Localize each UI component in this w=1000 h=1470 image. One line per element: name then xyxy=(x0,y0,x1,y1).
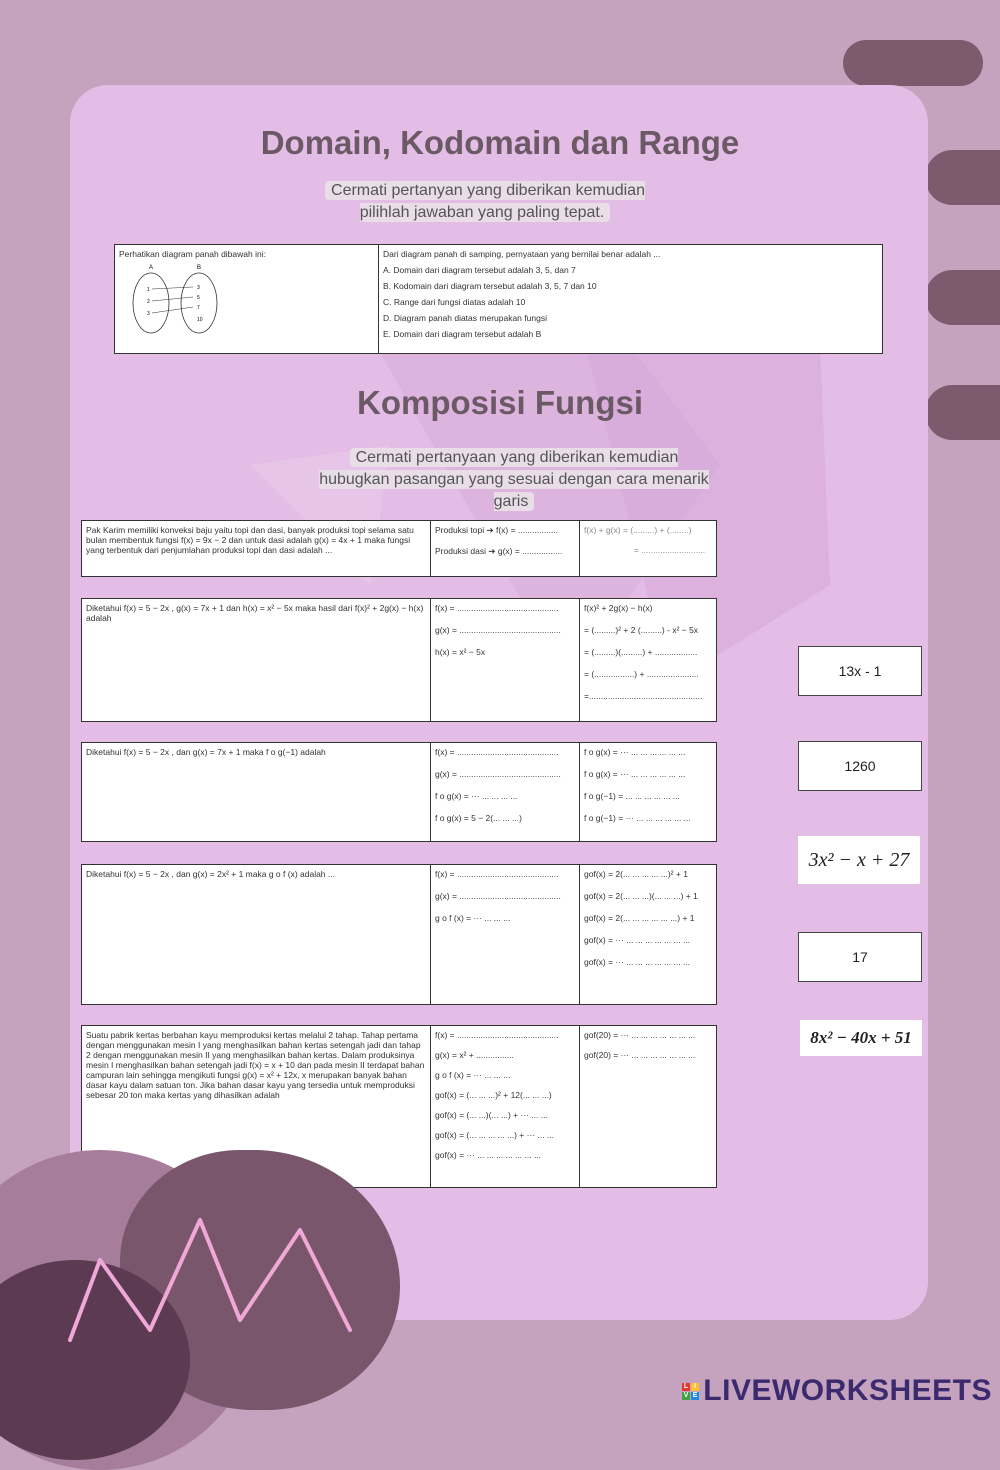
answer-box-3[interactable]: 3x² − x + 27 xyxy=(798,836,920,884)
q3-line: f o g(x) = 5 − 2(... ... ...) xyxy=(435,813,522,823)
diagram-value: 3 xyxy=(147,311,150,317)
arrow-diagram xyxy=(119,261,229,341)
section2-instruction: Cermati pertanyaan yang diberikan kemudian hubugkan pasangan yang sesuai dengan cara menarik garis xyxy=(319,449,709,510)
option-d[interactable]: D. Diagram panah diatas merupakan fungsi xyxy=(383,313,547,323)
question-3-text: Diketahui f(x) = 5 − 2x , dan g(x) = 7x + 1 maka f o g(−1) adalah xyxy=(82,743,431,842)
q3-line: f o g(−1) = ... ... ... ... ... ... xyxy=(584,791,680,801)
question-3-table xyxy=(81,742,717,842)
q2-line: g(x) = ........................................... xyxy=(435,625,561,635)
q4-line: g(x) = ........................................... xyxy=(435,891,561,901)
section2-title: Komposisi Fungsi xyxy=(356,384,643,421)
logo-mark-icon xyxy=(682,1383,699,1400)
option-a[interactable]: A. Domain dari diagram tersebut adalah 3, 5, dan 7 xyxy=(383,265,576,275)
q5-line: gof(x) = ··· ... ... ... ... ... ... ... xyxy=(435,1150,542,1160)
q4-line: gof(x) = ··· ... ... ... ... ... ... ... xyxy=(584,935,691,945)
q4-line: gof(x) = 2(... ... ...)(... ... ...) + 1 xyxy=(584,891,698,901)
q4-line: gof(x) = ··· ... ... ... ... ... ... ... xyxy=(584,957,691,967)
diagram-value: 1 xyxy=(147,287,150,293)
q3-line: f(x) = ........................................... xyxy=(435,747,559,757)
answer-box-4[interactable]: 17 xyxy=(798,932,922,982)
q5-line: gof(x) = (... ...)(... ...) + ··· ... ... xyxy=(435,1110,548,1120)
q5-line: gof(20) = ··· ... ... ... ... ... ... ... xyxy=(584,1050,696,1060)
section1-title: Domain, Kodomain dan Range xyxy=(260,124,740,161)
q1-line: = ........................... xyxy=(634,545,706,555)
answer-box-2[interactable]: 1260 xyxy=(798,741,922,791)
q3-line: g(x) = ........................................... xyxy=(435,769,561,779)
q4-line: f(x) = ........................................... xyxy=(435,869,559,879)
q5-line: gof(x) = (... ... ...)² + 12(... ... ...) xyxy=(435,1090,552,1100)
diagram-value: 7 xyxy=(197,305,200,311)
q1-line: Produksi topi ➔ f(x) = ................. xyxy=(435,525,559,535)
diagram-label-a: A xyxy=(149,265,154,271)
q1-line: f(x) + g(x) = (.........) + (........) xyxy=(584,525,692,535)
q2-line: f(x)² + 2g(x) − h(x) xyxy=(584,603,653,613)
option-c[interactable]: C. Range dari fungsi diatas adalah 10 xyxy=(383,297,526,307)
diagram-value: 5 xyxy=(197,295,200,301)
logo-mark-letter: L xyxy=(683,1382,689,1390)
q3-line: f o g(x) = ··· ... ... ... ... xyxy=(435,791,518,801)
section1-question: Dari diagram panah di samping, pernyataan yang bernilai benar adalah ... xyxy=(383,249,661,259)
decor-tab xyxy=(843,40,983,86)
logo-mark-letter: E xyxy=(692,1391,698,1399)
diagram-value: 10 xyxy=(197,317,203,323)
question-5-text: Suatu pabrik kertas berbahan kayu memproduksi kertas melalui 2 tahap. Tahap pertama dengan menggunakan mesin I yang menghasilkan bahan kertas setengah jadi dan tahap 2 dengan menggunakan mesin II yang menghasilkan bahan kertas. Dalam produksinya mesin I menghasilkan bahan setengah jadi f(x) = x + 10 dan pada mesin II terdapat bahan campuran lain sehingga mengikuti fungsi g(x) = x² + 12x, x merupakan banyak bahan dasar kayu dalam satuan ton. Jika bahan dasar kayu yang tersedia untuk memproduksi sebesar 20 ton maka kertas yang dihasilkan adalah xyxy=(82,1026,431,1188)
q1-line: Produksi dasi ➔ g(x) = ................. xyxy=(435,546,563,556)
q4-line: gof(x) = 2(... ... ... ... ... ...) + 1 xyxy=(584,913,695,923)
question-4-table xyxy=(81,864,717,1005)
section1-question-table xyxy=(114,244,883,354)
q5-line: g(x) = x² + ................ xyxy=(435,1050,514,1060)
section1-instruction: Cermati pertanyan yang diberikan kemudian pilihlah jawaban yang paling tepat. xyxy=(300,180,670,224)
liveworksheets-logo xyxy=(682,1374,992,1408)
question-2-table xyxy=(81,598,717,722)
q3-line: f o g(x) = ··· ... ... ... ... ... ... xyxy=(584,747,686,757)
option-b[interactable]: B. Kodomain dari diagram tersebut adalah 3, 5, 7 dan 10 xyxy=(383,281,597,291)
question-4-text: Diketahui f(x) = 5 − 2x , dan g(x) = 2x² + 1 maka g o f (x) adalah ... xyxy=(82,865,431,1005)
brand-name: LIVEWORKSHEETS xyxy=(703,1374,992,1407)
q2-line: = (.........)(.........) + .................. xyxy=(584,647,698,657)
q3-line: f o g(−1) = ··· ... ... ... ... ... ... xyxy=(584,813,691,823)
logo-mark-letter: I xyxy=(691,1383,699,1391)
answer-box-1[interactable]: 13x - 1 xyxy=(798,646,922,696)
q5-line: gof(x) = (... ... ... ... ...) + ··· ... ... xyxy=(435,1130,555,1140)
q3-line: f o g(x) = ··· ... ... ... ... ... ... xyxy=(584,769,686,779)
q2-line: = (.................) + ...................... xyxy=(584,669,699,679)
logo-mark-letter: V xyxy=(683,1391,689,1399)
answer-box-5[interactable]: 8x² − 40x + 51 xyxy=(800,1020,922,1056)
decor-zigzag xyxy=(60,1210,420,1370)
q5-line: gof(20) = ··· ... ... ... ... ... ... ... xyxy=(584,1030,696,1040)
diagram-value: 3 xyxy=(197,285,200,291)
diagram-value: 2 xyxy=(147,299,150,305)
diagram-label-b: B xyxy=(197,265,202,271)
q4-line: gof(x) = 2(... ... ... ... ...)² + 1 xyxy=(584,869,688,879)
q2-line: = (.........)² + 2 (.........) - x² − 5x xyxy=(584,625,699,635)
decor-tab xyxy=(925,270,1000,325)
q2-line: f(x) = ........................................... xyxy=(435,603,559,613)
question-2-text: Diketahui f(x) = 5 − 2x , g(x) = 7x + 1 dan h(x) = x² − 5x maka hasil dari f(x)² + 2g(x) − h(x) adalah xyxy=(82,599,431,722)
q2-line: h(x) = x² − 5x xyxy=(435,647,486,657)
q5-line: f(x) = ........................................... xyxy=(435,1030,559,1040)
q2-line: =................................................ xyxy=(584,691,703,701)
question-1-text: Pak Karim memiliki konveksi baju yaitu topi dan dasi, banyak produksi topi selama satu bulan membentuk fungsi f(x) = 9x − 2 dan untuk dasi adalah g(x) = 4x + 1 maka fungsi yang terbentuk dari penjumlahan produksi topi dan dasi adalah ... xyxy=(82,521,431,577)
option-e[interactable]: E. Domain dari diagram tersebut adalah B xyxy=(383,329,542,339)
question-5-table xyxy=(81,1025,717,1188)
q4-line: g o f (x) = ··· ... ... ... xyxy=(435,913,511,923)
q5-line: g o f (x) = ··· ... ... ... xyxy=(435,1070,511,1080)
question-1-table xyxy=(81,520,717,577)
diagram-prompt: Perhatikan diagram panah dibawah ini: xyxy=(119,249,266,259)
